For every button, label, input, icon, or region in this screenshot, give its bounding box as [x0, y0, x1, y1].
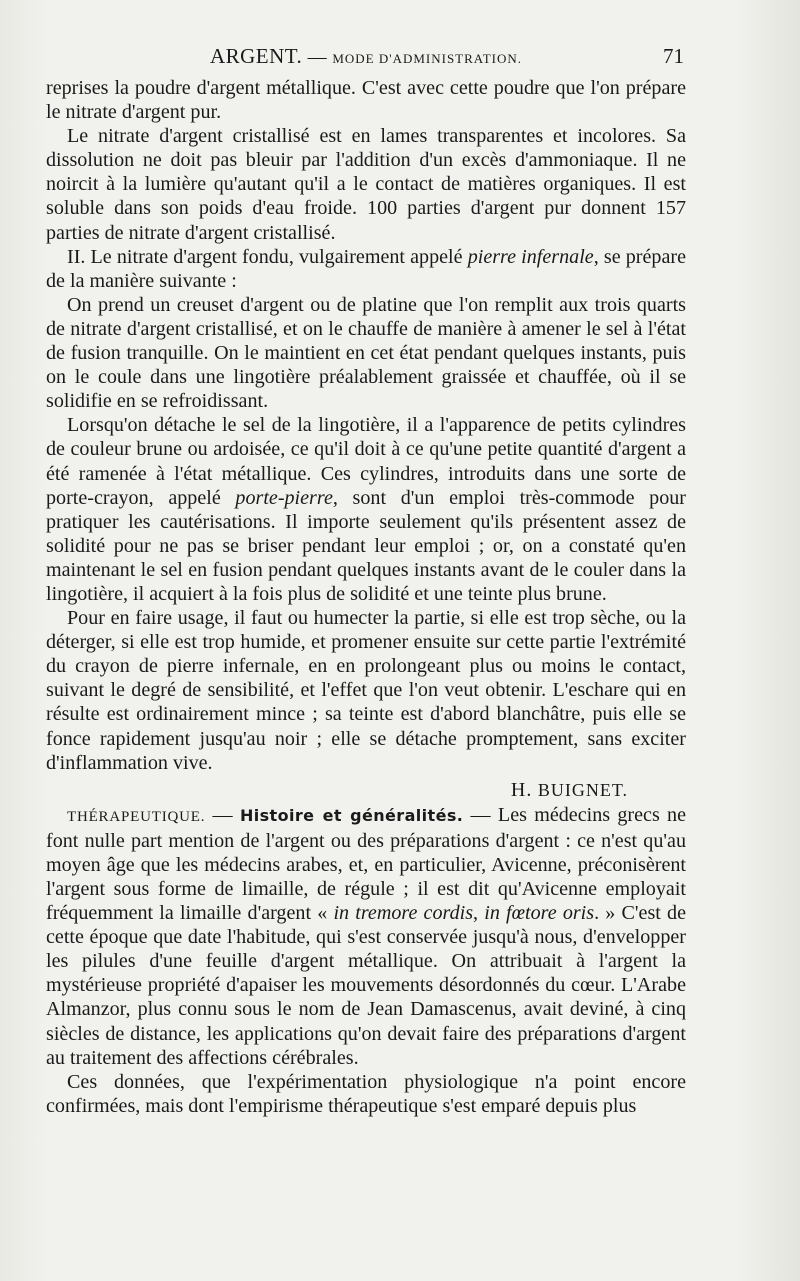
author-signature	[46, 777, 686, 803]
term-porte-pierre: porte-pierre	[235, 486, 333, 509]
text-run: Lorsqu'on détache le sel de la lingotière, il a l'apparence de petits cylindres de couleur brune ou ardoisée, ce qu'il doit à ce qu'une petite quantité d'argent a été ramenée à l'état métallique. Ces cylindres, introduits dans une sorte de porte-crayon, appelé	[46, 414, 686, 509]
text-run: ,	[473, 902, 485, 925]
section-therapeutique	[46, 803, 686, 1070]
text-run: , se prépare de la manière suivante :	[46, 245, 686, 292]
paragraph-continuation: reprises la poudre d'argent métallique. C'est avec cette poudre que l'on prépare le nitrate d'argent pur.	[46, 77, 686, 124]
page-body	[46, 76, 686, 1118]
running-title	[46, 44, 686, 69]
quote-latin-2: in fœtore oris	[484, 902, 595, 925]
signature-name: BUIGNET.	[537, 779, 628, 800]
paragraph-donnees: Ces données, que l'expérimentation physiologique n'a point encore confirmées, mais dont l'empirisme thérapeutique s'est emparé depuis plus	[46, 1070, 686, 1117]
running-title-main: ARGENT.	[209, 44, 303, 68]
signature-initial: H.	[510, 778, 533, 801]
quote-latin-1: in tremore cordis	[333, 902, 474, 925]
text-run: —	[463, 803, 498, 826]
text-run: —	[205, 803, 240, 826]
paragraph-lingotiere	[46, 413, 686, 606]
running-header	[46, 44, 686, 74]
paragraph-nitrate-fondu	[46, 245, 686, 293]
running-title-sub: MODE D'ADMINISTRATION.	[332, 51, 523, 66]
text-run: Les médecins grecs ne font nulle part mention de l'argent ou des préparations d'argent : ce n'est qu'au moyen âge que les médecins arabes, et, en particulier, Avicenne, préconisèrent l'argent sous forme de limaille, de régule ; il est dit qu'Avicenne employait fréquemment la limaille d'argent «	[46, 803, 687, 925]
term-pierre-infernale: pierre infernale	[467, 245, 594, 268]
paragraph-usage: Pour en faire usage, il faut ou humecter la partie, si elle est trop sèche, ou la déterger, si elle est trop humide, et promener ensuite sur cette partie l'extrémité du crayon de pierre infernale, en en prolongeant plus ou moins le contact, suivant le degré de sensibilité, et l'effet que l'on veut obtenir. L'eschare qui en résulte est ordinairement mince ; sa teinte est d'abord blanchâtre, puis elle se fonce rapidement jusqu'au noir ; elle se détache promptement, sans exciter d'inflammation vive.	[46, 607, 686, 774]
running-title-dash: —	[307, 47, 328, 68]
text-run: II. Le nitrate d'argent fondu, vulgairement appelé	[67, 245, 468, 268]
section-heading: Histoire et généralités.	[239, 805, 464, 825]
text-run: , sont d'un emploi très-commode pour pratiquer les cautérisations. Il importe seulement qu'ils présentent assez de solidité pour ne pas se briser pendant leur emploi ; or, on a constaté qu'en maintenant le sel en fusion pendant quelques instants avant de le couler dans la lingotière, il acquiert à la fois plus de solidité et une teinte plus brune.	[46, 486, 686, 605]
paragraph-nitrate-cristallise: Le nitrate d'argent cristallisé est en lames transparentes et incolores. Sa dissolution ne doit pas bleuir par l'addition d'un excès d'ammoniaque. Il ne noircit à la lumière qu'autant qu'il a le contact de matières organiques. Il est soluble dans son poids d'eau froide. 100 parties d'argent pur donnent 157 parties de nitrate d'argent cristallisé.	[46, 125, 686, 244]
paragraph-preparation: On prend un creuset d'argent ou de platine que l'on remplit aux trois quarts de nitrate d'argent cristallisé, et on le chauffe de manière à amener le sel à l'état de fusion tranquille. On le maintient en cet état pendant quelques instants, puis on le coule dans une lingotière préalablement graissée et chauffée, où il se solidifie en se refroidissant.	[46, 293, 686, 413]
text-run: . » C'est de cette époque que date l'habitude, qui s'est conservée jusqu'à nous, d'envelopper les pilules d'une feuille d'argent métallique. On attribuait à l'argent la mystérieuse propriété d'apaiser les mouvements désordonnés du cœur. L'Arabe Almanzor, plus connu sous le nom de Jean Damascenus, avait deviné, à cinq siècles de distance, les applications qu'on devait faire des préparations d'argent au traitement des affections cérébrales.	[46, 902, 686, 1069]
page-number: 71	[663, 44, 684, 68]
section-label: THÉRAPEUTIQUE.	[67, 808, 206, 825]
